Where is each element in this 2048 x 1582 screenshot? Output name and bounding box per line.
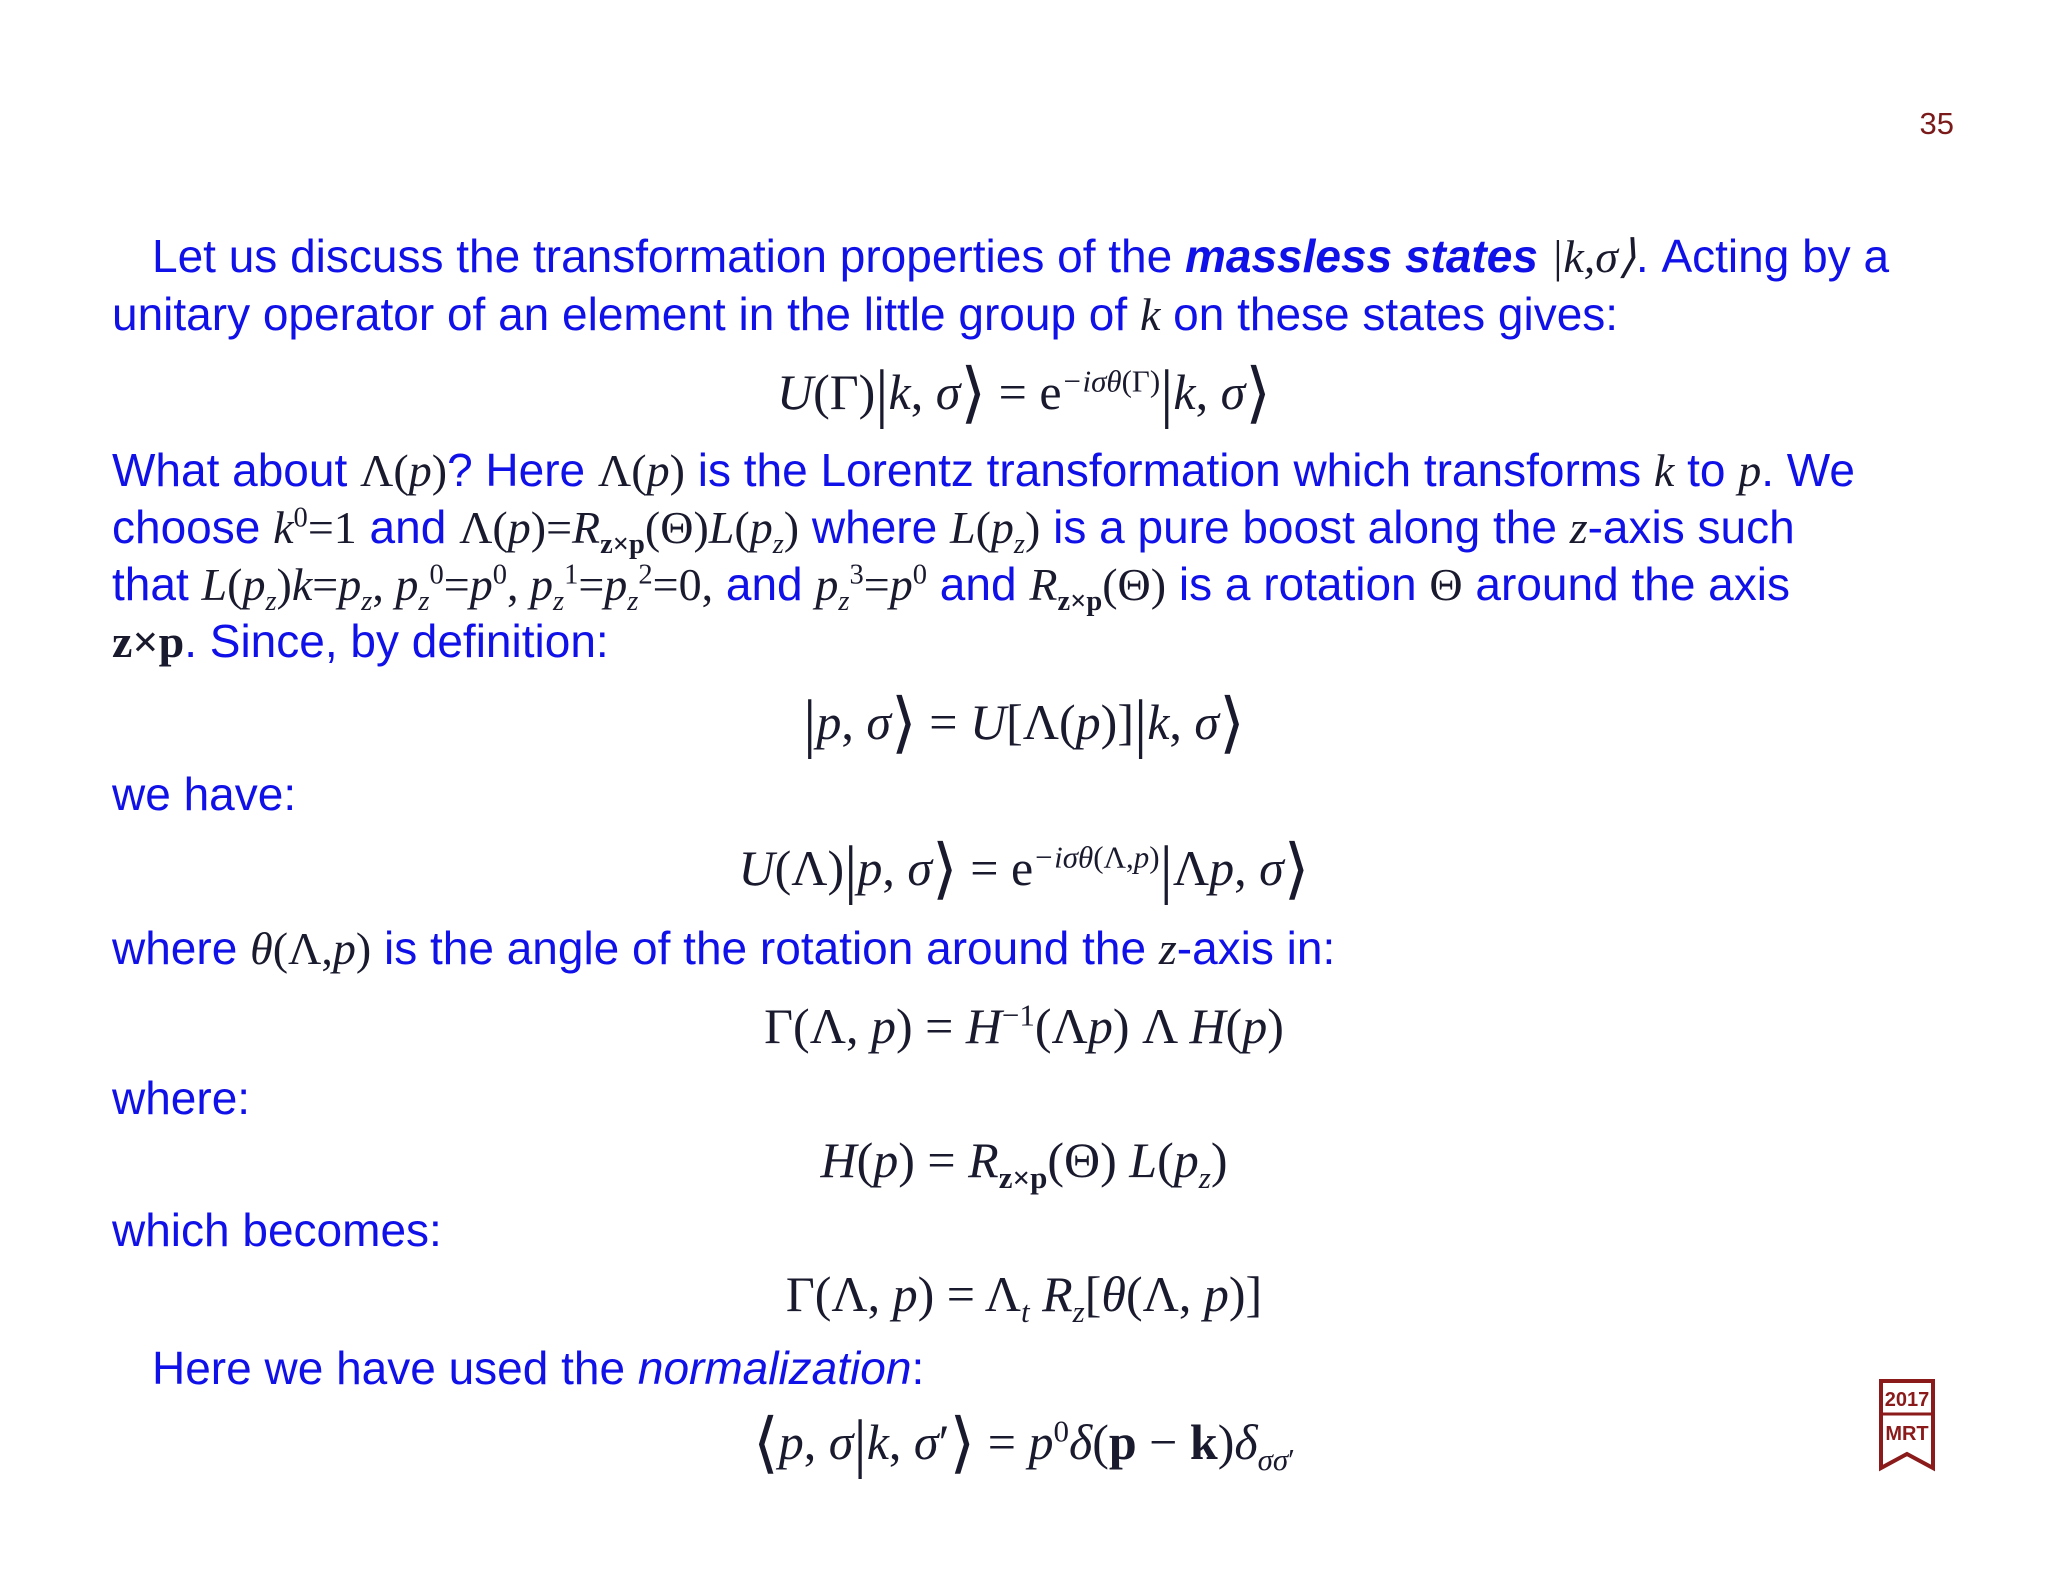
math-k: k xyxy=(1653,445,1675,496)
text: that xyxy=(112,558,202,610)
badge-year: 2017 xyxy=(1884,1389,1930,1411)
text: : xyxy=(911,1342,925,1394)
equation-3-content: U(Λ)|p, σ⟩ = $e^{-i\sigma\theta(\Lambda,p)}|\Lambda p$, σ⟩ xyxy=(738,833,1310,906)
text: -axis such xyxy=(1587,501,1795,553)
equation-6-content: Γ(Λ, $p) = \Lambda_t$ $R_z[\theta(\Lambda$, p)] xyxy=(785,1266,1263,1329)
math-pz3: $p_z^3=p^0$ xyxy=(815,559,928,618)
math-L-pz: $L(p_z)$ xyxy=(949,502,1041,561)
text-where: where: xyxy=(112,1072,251,1124)
text: around the axis xyxy=(1462,558,1790,610)
math-theta: Θ xyxy=(1429,559,1463,610)
text: and xyxy=(713,558,816,610)
text: on these states gives: xyxy=(1160,288,1619,340)
equation-7 xyxy=(0,1407,2048,1480)
equation-1 xyxy=(0,357,2048,430)
text: is a rotation xyxy=(1166,558,1430,610)
equation-4 xyxy=(0,996,2048,1056)
ket-k-sigma: |k,σ⟩ xyxy=(1550,231,1636,282)
math-lambda-p: Λ(p) xyxy=(360,445,448,496)
emphasis-massless-states: massless states xyxy=(1184,230,1538,282)
text: unitary operator of an element in the little group of xyxy=(112,288,1140,340)
mrt-badge-logo xyxy=(1878,1378,1936,1472)
text: is a pure boost along the xyxy=(1040,501,1570,553)
text: Here we have used the xyxy=(152,1342,638,1394)
math-rotation: $R_{z\times p}(\Theta)$ xyxy=(1029,559,1167,618)
para2-line1 xyxy=(112,442,1855,499)
math-k0-equals-1: $k^0=1$ xyxy=(273,502,357,553)
para3 xyxy=(112,920,1335,977)
text: . Since, by definition: xyxy=(184,615,609,667)
math-boost-conditions: $L(p_z)k=p_z$, $p_z^0=p^0$, $p_z^1=p_z^2=0$, xyxy=(201,559,714,618)
math-z-cross-p: z×p xyxy=(112,616,185,667)
text: where xyxy=(112,922,251,974)
math-z: z xyxy=(1569,502,1588,553)
equation-4-content: Γ(Λ, $p) = H^{-1}(\Lambda p)$ Λ H(p) xyxy=(764,997,1284,1054)
text: is the angle of the rotation around the xyxy=(371,922,1159,974)
text-we-have: we have: xyxy=(112,768,297,820)
equation-5-content: $H(p) = R_{z\times p}(\Theta)$ $L(p_z)$ xyxy=(820,1132,1228,1195)
equation-1-content: U(Γ)|k, σ⟩ = $e^{-i\sigma\theta(\Gamma)}|k$, σ⟩ xyxy=(776,357,1272,430)
equation-5 xyxy=(0,1130,2048,1195)
para2-line3 xyxy=(112,556,1790,618)
math-lambda-p: Λ(p) xyxy=(597,445,685,496)
para1-line1 xyxy=(152,228,1889,285)
text: and xyxy=(356,501,460,553)
math-lambda-decomposition: $\Lambda(p)=R_{z\times p}(\Theta)L(p_z)$ xyxy=(459,502,800,561)
text: What about xyxy=(112,444,361,496)
page-number: 35 xyxy=(1919,106,1954,141)
text: -axis in: xyxy=(1176,922,1336,974)
para1-line2 xyxy=(112,286,1618,343)
para2-line2 xyxy=(112,499,1795,561)
para2-line4 xyxy=(112,613,609,670)
badge-initials: MRT xyxy=(1885,1423,1929,1445)
text: Let us discuss the transformation properties of the xyxy=(152,230,1185,282)
math-k: k xyxy=(1139,289,1161,340)
equation-7-content: ⟨p, σ|k, σ′⟩ = $p^0\delta(p - k)\delta_{\sigma\sigma'}$ xyxy=(753,1407,1295,1480)
math-theta-lambda-p: θ(Λ,p) xyxy=(250,923,372,974)
text: . Acting by a xyxy=(1635,230,1890,282)
equation-2 xyxy=(0,687,2048,760)
text: and xyxy=(927,558,1030,610)
text: . We xyxy=(1761,444,1855,496)
text: to xyxy=(1674,444,1739,496)
equation-2-content: |p, σ⟩ = U[Λ(p)]|k, σ⟩ xyxy=(803,687,1245,760)
text: is the Lorentz transformation which transforms xyxy=(684,444,1654,496)
equation-6 xyxy=(0,1264,2048,1329)
text-which-becomes: which becomes: xyxy=(112,1204,442,1256)
para4 xyxy=(152,1340,924,1396)
text: choose xyxy=(112,501,274,553)
text: ? Here xyxy=(447,444,598,496)
math-z: z xyxy=(1158,923,1177,974)
equation-3 xyxy=(0,833,2048,906)
math-p: p xyxy=(1738,445,1762,496)
emphasis-normalization: normalization xyxy=(637,1342,912,1394)
text: where xyxy=(799,501,950,553)
